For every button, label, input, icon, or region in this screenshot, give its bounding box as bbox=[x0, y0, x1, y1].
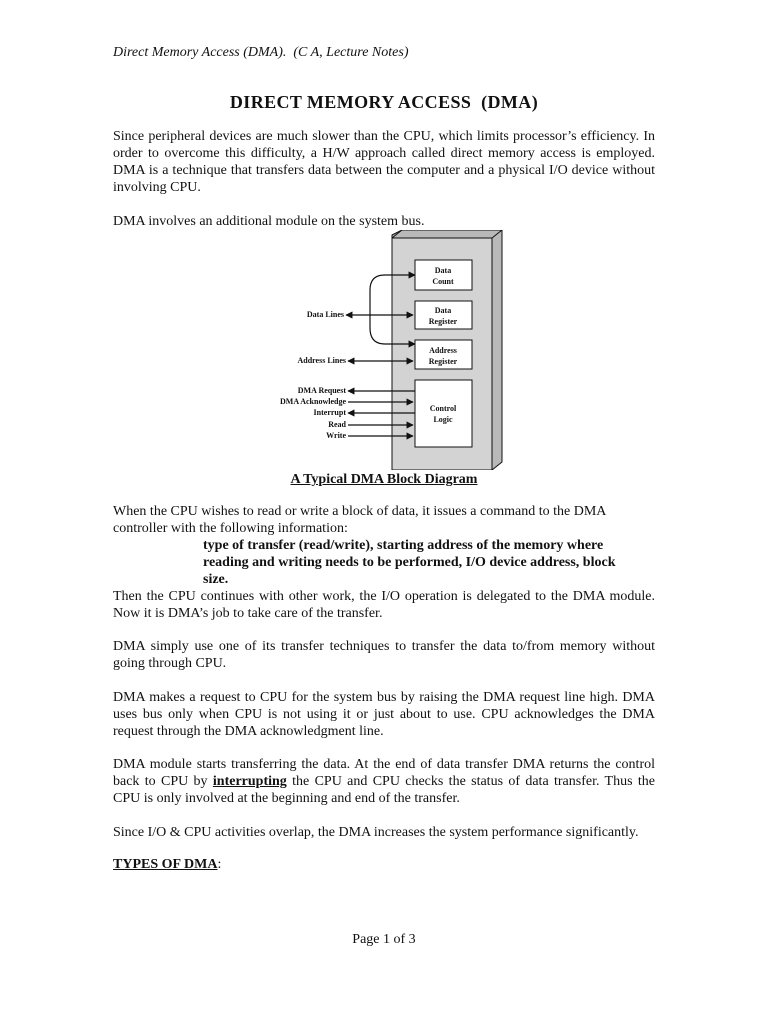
page-title: DIRECT MEMORY ACCESS (DMA) bbox=[229, 92, 539, 112]
data-count-label-2: Count bbox=[432, 277, 454, 286]
control-logic-label-2: Logic bbox=[433, 415, 453, 424]
paragraph-cpu-command: When the CPU wishes to read or write a block of data, it issues a command to the DMA controller with the following information: bbox=[113, 504, 606, 536]
paragraph-delegation: Then the CPU continues with other work, the I/O operation is delegated to the DMA module. Now it is DMA’s job to take care of the transfer. bbox=[113, 589, 655, 621]
data-register-label-2: Register bbox=[428, 317, 458, 326]
paragraph-module: DMA involves an additional module on the system bus. bbox=[113, 214, 425, 229]
address-register-label-2: Register bbox=[428, 357, 458, 366]
paragraph-performance: Since I/O & CPU activities overlap, the DMA increases the system performance significantly. bbox=[113, 825, 639, 840]
dma-block-diagram bbox=[260, 230, 510, 470]
dma-request-label: DMA Request bbox=[297, 386, 346, 395]
paragraph-transfer-techniques: DMA simply use one of its transfer techniques to transfer the data to/from memory without going through CPU. bbox=[113, 639, 655, 671]
types-heading-colon: : bbox=[217, 857, 222, 872]
interrupt-label: Interrupt bbox=[313, 408, 346, 417]
dma-acknowledge-label: DMA Acknowledge bbox=[280, 397, 346, 406]
data-register-label-1: Data bbox=[434, 306, 452, 315]
address-lines-label: Address Lines bbox=[297, 356, 346, 365]
control-logic-label-1: Control bbox=[429, 404, 457, 413]
interrupting-emphasis: interrupting bbox=[212, 774, 287, 789]
data-lines-label: Data Lines bbox=[306, 310, 344, 319]
paragraph-bus-request: DMA makes a request to CPU for the system bus by raising the DMA request line high. DMA uses bus only when CPU is not using it or just about to use. CPU acknowledges the DMA request through the DMA acknowledgment line. bbox=[113, 690, 655, 739]
running-header: Direct Memory Access (DMA). (C A, Lecture Notes) bbox=[113, 45, 409, 60]
address-register-label-1: Address bbox=[429, 346, 457, 355]
paragraph-intro: Since peripheral devices are much slower than the CPU, which limits processor’s efficiency. In order to overcome this difficulty, a H/W approach called direct memory access is employed. DMA is a technique that transfers data between the computer and a physical I/O device without involving CPU. bbox=[113, 129, 655, 195]
control-logic-block bbox=[415, 380, 472, 447]
paragraph-interrupt-part2: the CPU and CPU checks the status of data transfer. Thus the CPU is only involved at the beginning and end of the transfer. bbox=[113, 774, 655, 806]
transfer-info-list: type of transfer (read/write), starting address of the memory where reading and writing needs to be performed, I/O device address, block size. bbox=[203, 538, 616, 587]
paragraph-interrupt-part1: DMA module starts transferring the data. At the end of data transfer DMA returns the control back to CPU by bbox=[113, 757, 655, 789]
data-count-label-1: Data bbox=[434, 266, 452, 275]
page-number: Page 1 of 3 bbox=[352, 932, 416, 947]
paragraph-interrupt bbox=[113, 756, 655, 807]
diagram-caption: A Typical DMA Block Diagram bbox=[290, 472, 478, 487]
read-label: Read bbox=[328, 420, 346, 429]
write-label: Write bbox=[326, 431, 346, 440]
types-of-dma-heading bbox=[113, 857, 221, 873]
types-heading-text: TYPES OF DMA bbox=[113, 857, 218, 872]
